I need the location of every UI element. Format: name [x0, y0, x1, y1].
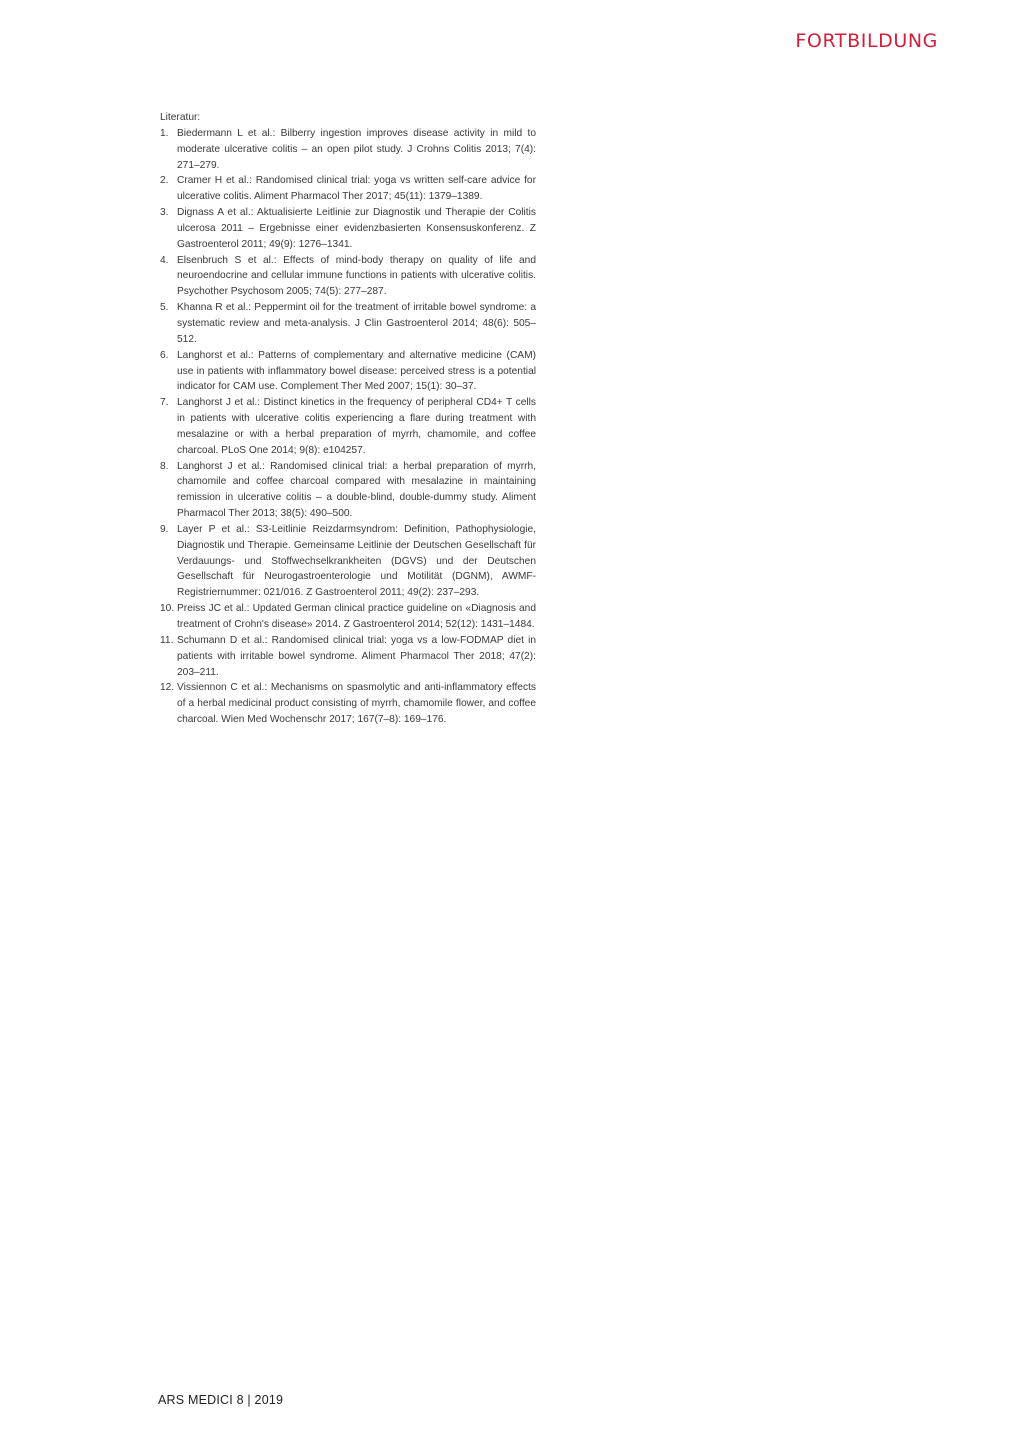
reference-item — [160, 633, 536, 681]
reference-item — [160, 126, 536, 174]
reference-text: Langhorst J et al.: Randomised clinical trial: a herbal preparation of myrrh, chamomile and coffee charcoal compared with mesalazine in maintaining remission in ulcerative colitis – a double-blind, double-dummy study. Aliment Pharmacol Ther 2013; 38(5): 490–500. — [177, 460, 536, 520]
section-title: FORTBILDUNG — [795, 30, 938, 52]
reference-number: 2. — [160, 175, 169, 187]
reference-number: 7. — [160, 397, 169, 409]
reference-text: Khanna R et al.: Peppermint oil for the treatment of irritable bowel syndrome: a systematic review and meta-analysis. J Clin Gastroenterol 2014; 48(6): 505–512. — [177, 302, 536, 345]
references-heading: Literatur: — [160, 112, 201, 123]
reference-number: 5. — [160, 302, 169, 314]
reference-item — [160, 680, 536, 728]
reference-text: Dignass A et al.: Aktualisierte Leitlinie zur Diagnostik und Therapie der Colitis ulcerosa 2011 – Ergebnisse einer evidenzbasierten Konsensuskonferenz. Z Gastroenterol 2011; 49(9): 1276–1341. — [177, 207, 536, 250]
reference-number: 1. — [160, 127, 169, 139]
reference-text: Langhorst et al.: Patterns of complementary and alternative medicine (CAM) use in patients with inflammatory bowel disease: perceived stress is a potential indicator for CAM use. Complement Ther Med 2007; 15(1): 30–37. — [177, 349, 536, 393]
reference-number: 12. — [160, 682, 175, 694]
reference-text: Biedermann L et al.: Bilberry ingestion improves disease activity in mild to moderate ulcerative colitis – an open pilot study. J Crohns Colitis 2013; 7(4): 271–279. — [177, 127, 536, 171]
reference-number: 9. — [160, 523, 169, 535]
reference-number: 4. — [160, 254, 169, 266]
reference-text: Cramer H et al.: Randomised clinical trial: yoga vs written self-care advice for ulcerative colitis. Aliment Pharmacol Ther 2017; 45(11): 1379–1389. — [177, 175, 536, 203]
reference-item — [160, 205, 536, 253]
reference-item — [160, 459, 536, 522]
reference-text: Vissiennon C et al.: Mechanisms on spasmolytic and anti-inflammatory effects of a herbal medicinal product consisting of myrrh, chamomile flower, and coffee charcoal. Wien Med Wochenschr 2017; 167(7–8): 169–176. — [177, 682, 536, 726]
reference-item — [160, 395, 536, 458]
reference-list — [160, 126, 536, 728]
reference-item — [160, 300, 536, 348]
reference-text: Elsenbruch S et al.: Effects of mind-body therapy on quality of life and neuroendocrine and cellular immune functions in patients with ulcerative colitis. Psychother Psychosom 2005; 74(5): 277–287. — [177, 254, 536, 298]
reference-text: Preiss JC et al.: Updated German clinical practice guideline on «Diagnosis and treatment of Crohn's disease» 2014. Z Gastroenterol 2014; 52(12): 1431–1484. — [177, 603, 536, 630]
reference-item — [160, 253, 536, 301]
journal-footer: ARS MEDICI 8 | 2019 — [158, 1393, 284, 1407]
reference-number: 6. — [160, 349, 169, 361]
reference-text: Langhorst J et al.: Distinct kinetics in the frequency of peripheral CD4+ T cells in patients with ulcerative colitis experiencing a flare during treatment with mesalazine or with a herbal preparation of myrrh, chamomile, and coffee charcoal. PLoS One 2014; 9(8): e104257. — [177, 397, 536, 456]
reference-number: 11. — [160, 634, 174, 646]
reference-item — [160, 601, 536, 633]
reference-text: Layer P et al.: S3-Leitlinie Reizdarmsyndrom: Definition, Pathophysiologie, Diagnostik und Therapie. Gemeinsame Leitlinie der Deutschen Gesellschaft für Verdauungs- und Stoffwechselkrankheiten (DGVS) und der Deutschen Gesellschaft für Neurogastroenterologie und Motilität (DGNM), AWMF-Registriernummer: 021/016. Z Gastroenterol 2011; 49(2): 237–293. — [177, 523, 536, 599]
reference-section — [160, 110, 536, 728]
reference-item — [160, 522, 536, 601]
reference-item — [160, 348, 536, 396]
reference-number: 10. — [160, 603, 175, 615]
reference-number: 8. — [160, 460, 169, 472]
reference-number: 3. — [160, 207, 169, 219]
reference-item — [160, 173, 536, 205]
reference-text: Schumann D et al.: Randomised clinical trial: yoga vs a low-FODMAP diet in patients with irritable bowel syndrome. Aliment Pharmacol Ther 2018; 47(2): 203–211. — [177, 634, 536, 678]
